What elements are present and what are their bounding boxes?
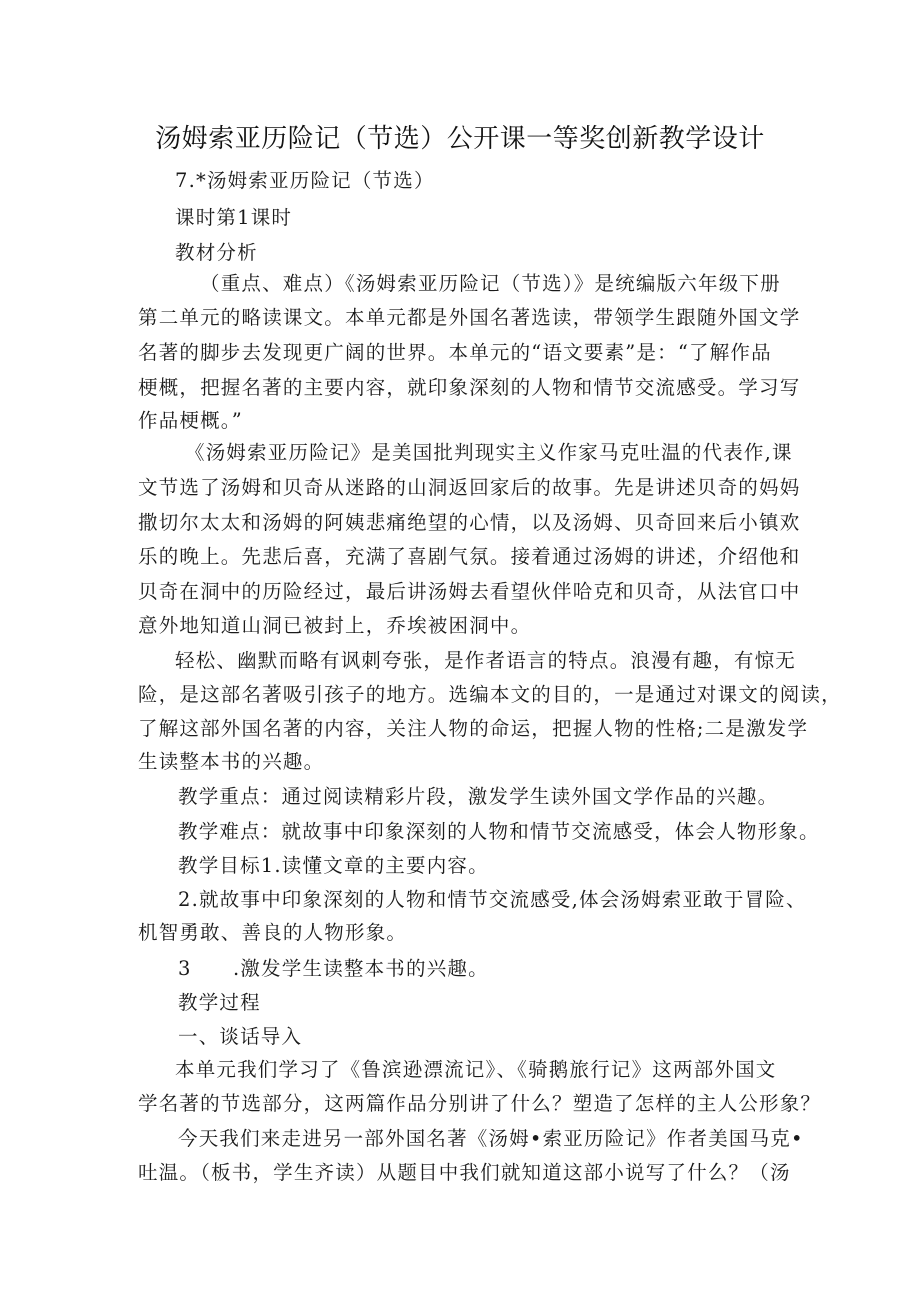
paragraph-line: 第二单元的略读课文。本单元都是外国名著选读，带领学生跟随外国文学 [138,306,801,329]
paragraph-line: 梗概，把握名著的主要内容，就印象深刻的人物和情节交流感受。学习写 [138,376,801,399]
paragraph-line: 贝奇在洞中的历险经过，最后讲汤姆去看望伙伴哈克和贝奇，从法官口中 [138,580,801,603]
section-heading-analysis: 教材分析 [175,241,258,264]
paragraph-line: 吐温。（板书，学生齐读）从题目中我们就知道这部小说写了什么？（汤 [138,1161,791,1184]
paragraph-line: 《汤姆索亚历险记》是美国批判现实主义作家马克吐温的代表作,课 [185,441,793,464]
paragraph-line: 撒切尔太太和汤姆的阿姨悲痛绝望的心情，以及汤姆、贝奇回来后小镇欢 [138,511,801,534]
teaching-goal-1: 教学目标1.读懂文章的主要内容。 [178,854,489,877]
paragraph-line: （重点、难点）《汤姆索亚历险记（节选）》是统编版六年级下册 [200,272,781,295]
paragraph-line: 名著的脚步去发现更广阔的世界。本单元的“语文要素”是：“了解作品 [138,341,772,364]
paragraph-line: 险，是这部名著吸引孩子的地方。选编本文的目的，一是通过对课文的阅读， [138,683,842,706]
paragraph-line: 意外地知道山洞已被封上，乔埃被困洞中。 [138,614,532,637]
paragraph-line: 生读整本书的兴趣。 [138,750,325,773]
lesson-heading: 7.*汤姆索亚历险记（节选） [175,169,435,192]
paragraph-line: 文节选了汤姆和贝奇从迷路的山洞返回家后的故事。先是讲述贝奇的妈妈 [138,476,801,499]
lesson-period: 课时第1课时 [175,206,293,229]
paragraph-line: 学名著的节选部分，这两篇作品分别讲了什么？塑造了怎样的主人公形象？ [138,1092,822,1115]
paragraph-line: 了解这部外国名著的内容，关注人物的命运，把握人物的性格;二是激发学 [138,717,809,740]
paragraph-line: 今天我们来走进另一部外国名著《汤姆•索亚历险记》作者美国马克• [178,1127,804,1150]
document-title: 汤姆索亚历险记（节选）公开课一等奖创新教学设计 [155,124,765,154]
subsection-heading-intro: 一、谈话导入 [178,1025,303,1048]
paragraph-line: 本单元我们学习了《鲁滨逊漂流记》、《骑鹅旅行记》这两部外国文 [175,1058,777,1081]
paragraph-line: 机智勇敢、善良的人物形象。 [138,921,408,944]
teaching-key-point: 教学重点：通过阅读精彩片段，激发学生读外国文学作品的兴趣。 [178,785,779,808]
section-heading-process: 教学过程 [178,991,261,1014]
paragraph-line: 乐的晚上。先悲后喜，充满了喜剧气氛。接着通过汤姆的讲述，介绍他和 [138,545,801,568]
paragraph-line: 作品梗概。” [138,409,243,432]
teaching-goal-2: 2.就故事中印象深刻的人物和情节交流感受,体会汤姆索亚敢于冒险、 [178,888,807,911]
teaching-difficulty: 教学难点：就故事中印象深刻的人物和情节交流感受，体会人物形象。 [178,820,820,843]
paragraph-line: 轻松、幽默而略有讽刺夸张，是作者语言的特点。浪漫有趣，有惊无 [175,649,797,672]
teaching-goal-3: 3 .激发学生读整本书的兴趣。 [178,957,489,980]
